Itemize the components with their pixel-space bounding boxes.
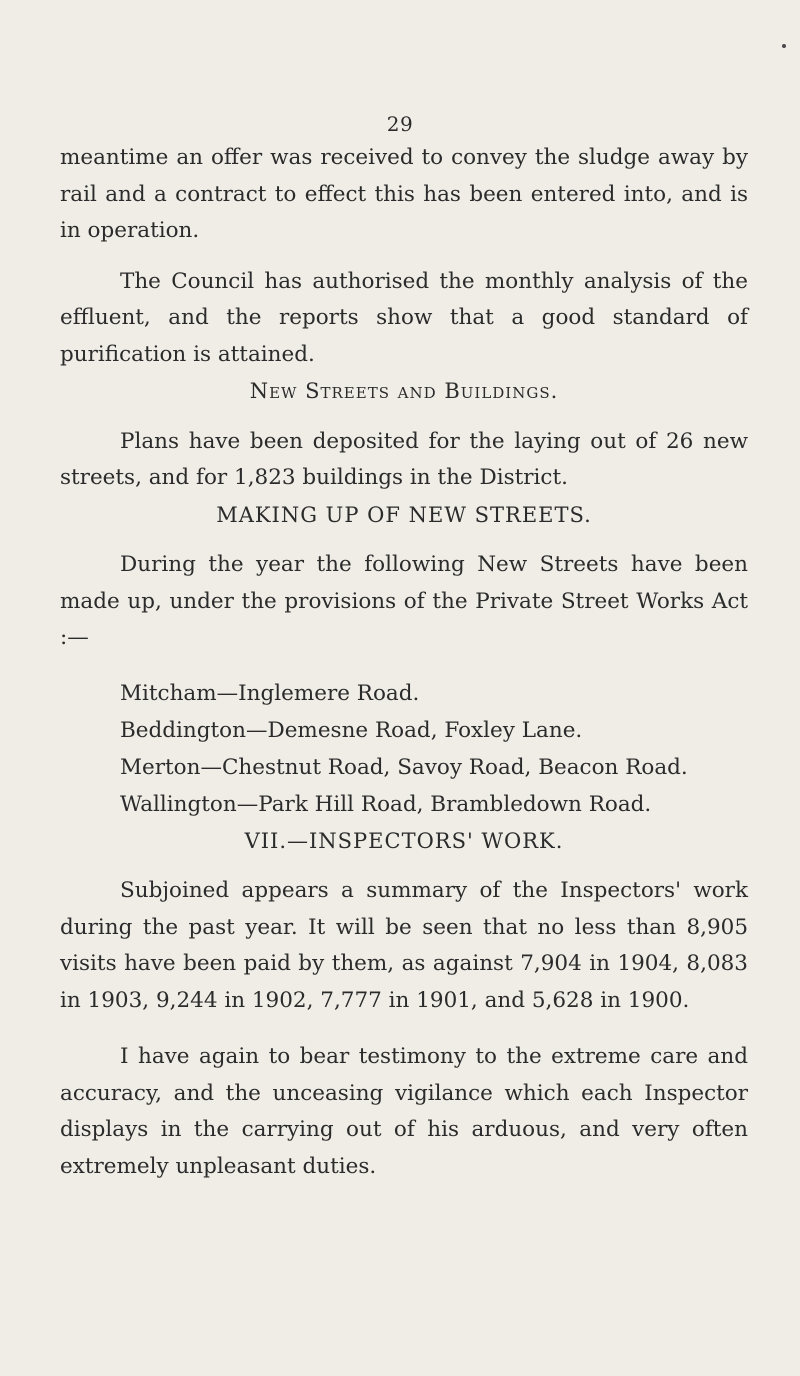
paragraph-sludge-contract: meantime an offer was received to convey the sludge away by rail and a contract to effect this has been entered into, and is in operation. — [60, 145, 748, 243]
street-item-beddington: Beddington—Demesne Road, Foxley Lane. — [120, 717, 583, 743]
street-item-mitcham: Mitcham—Inglemere Road. — [120, 680, 420, 706]
street-item-merton: Merton—Chestnut Road, Savoy Road, Beacon Road. — [120, 754, 688, 780]
paragraph-inspectors-testimony: I have again to bear testimony to the extreme care and accuracy, and the unceasing vigilance which each Inspector displays in the carrying out of his arduous, and very often extremely unpleasant duties. — [60, 1044, 748, 1179]
street-item-wallington: Wallington—Park Hill Road, Brambledown Road. — [120, 791, 652, 817]
paragraph-inspectors-summary: Subjoined appears a summary of the Inspectors' work during the past year. It will be seen that no less than 8,905 visits have been paid by them, as against 7,904 in 1904, 8,083 in 1903, 9,244 in 1902, 7,777 in 1901, and 5,628 in 1900. — [60, 878, 748, 1013]
paragraph-effluent-analysis: The Council has authorised the monthly analysis of the effluent, and the reports show that a good standard of purification is attained. — [60, 268, 748, 367]
paragraph-plans-deposited: Plans have been deposited for the laying out of 26 new streets, and for 1,823 buildings in the District. — [60, 428, 748, 490]
heading-inspectors-work: VII.—INSPECTORS' WORK. — [244, 828, 564, 853]
heading-making-up-streets: MAKING UP OF NEW STREETS. — [216, 502, 592, 527]
heading-new-streets-buildings: New Streets and Buildings. — [249, 379, 559, 403]
street-list — [60, 675, 748, 823]
page-number: 29 — [386, 112, 414, 136]
edge-mark — [782, 44, 786, 48]
paragraph-new-streets-made-up: During the year the following New Streets have been made up, under the provisions of the Private Street Works Act :— — [60, 552, 748, 650]
page-body — [60, 140, 748, 1185]
